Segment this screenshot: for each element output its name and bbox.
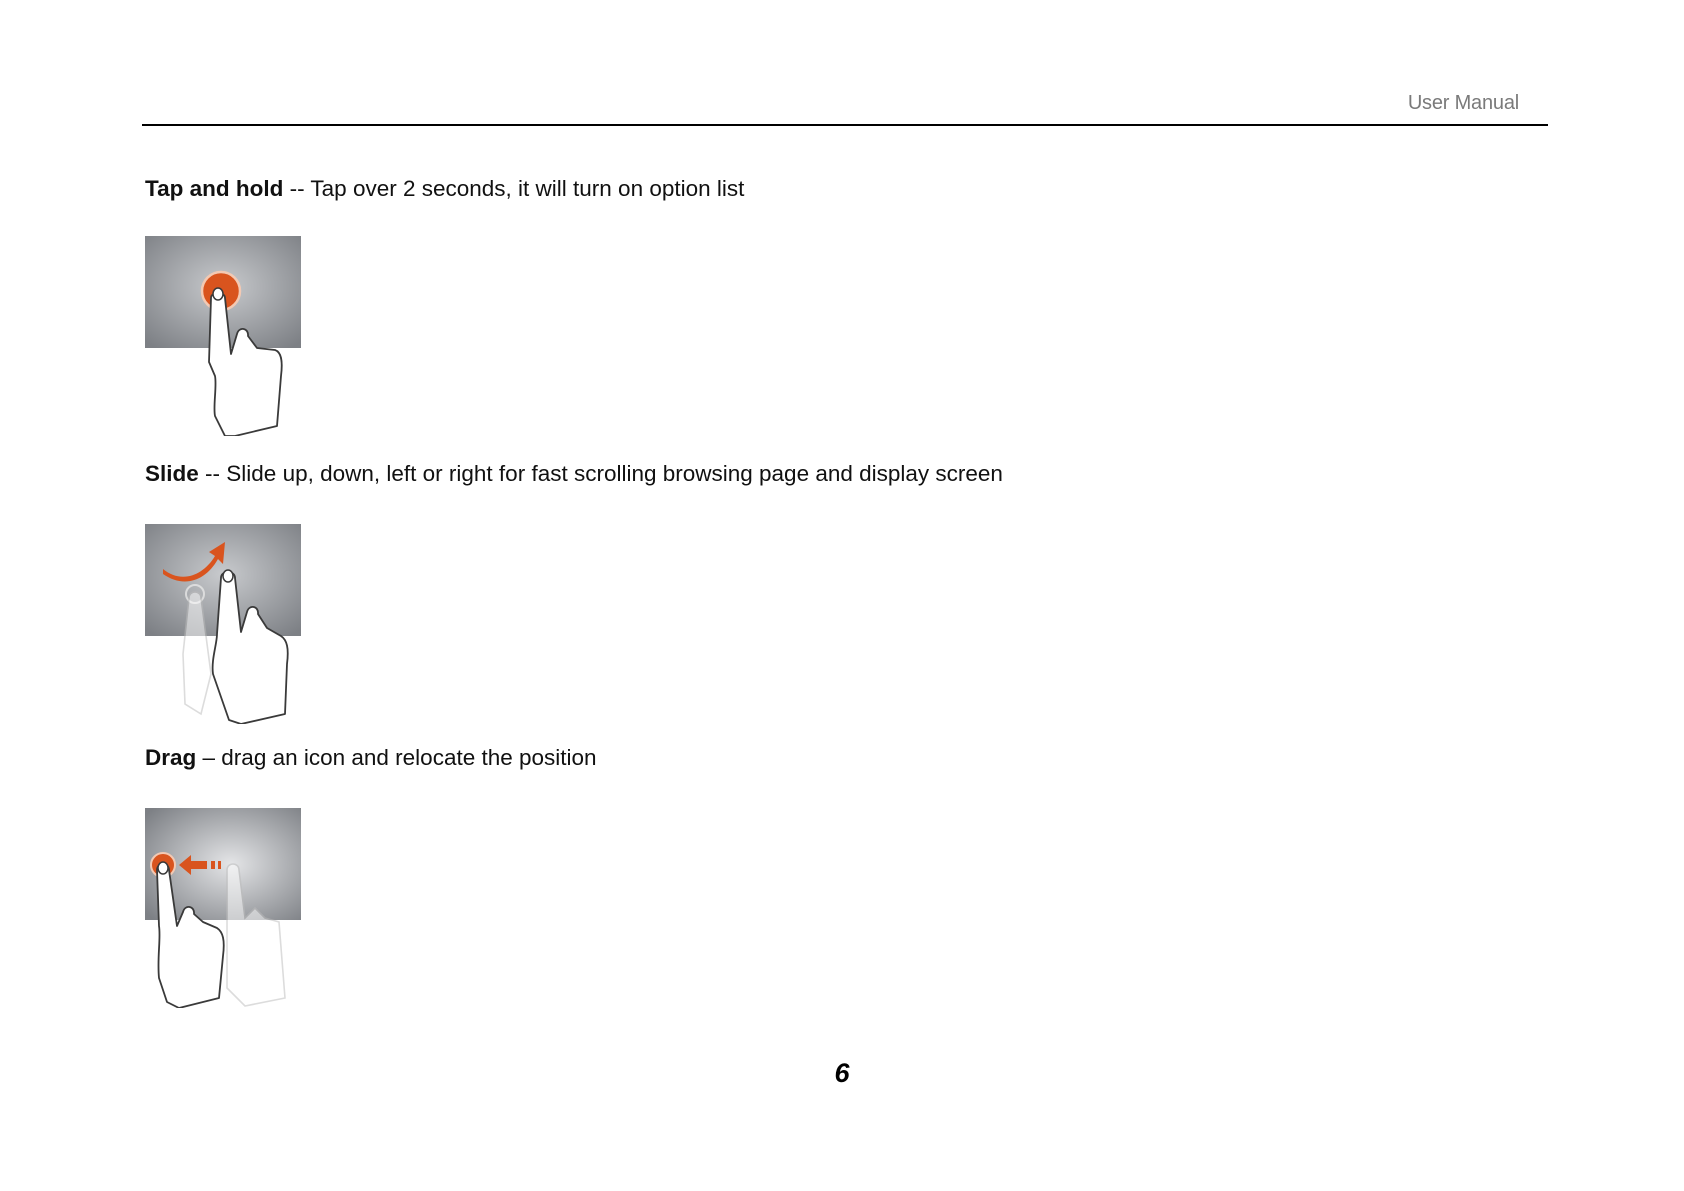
gesture-separator: -- (198, 461, 227, 486)
gesture-term: Tap and hold (145, 176, 284, 201)
gesture-text: Tap over 2 seconds, it will turn on option list (310, 176, 745, 201)
drag-gesture-icon (145, 808, 305, 1008)
gesture-text: Slide up, down, left or right for fast scrolling browsing page and display screen (226, 461, 1003, 486)
header-title: User Manual (1407, 92, 1519, 114)
gesture-term: Slide (145, 461, 199, 486)
slide-description (145, 460, 1003, 488)
gesture-term: Drag (145, 745, 197, 770)
page-number: 6 (834, 1058, 850, 1088)
tap-and-hold-description (145, 175, 744, 203)
header-divider (142, 124, 1548, 126)
tap-and-hold-gesture-icon (145, 236, 305, 436)
gesture-separator: – (196, 745, 222, 770)
slide-gesture-icon (145, 524, 305, 724)
drag-description (145, 744, 597, 772)
gesture-separator: -- (283, 176, 311, 201)
gesture-text: drag an icon and relocate the position (221, 745, 597, 770)
